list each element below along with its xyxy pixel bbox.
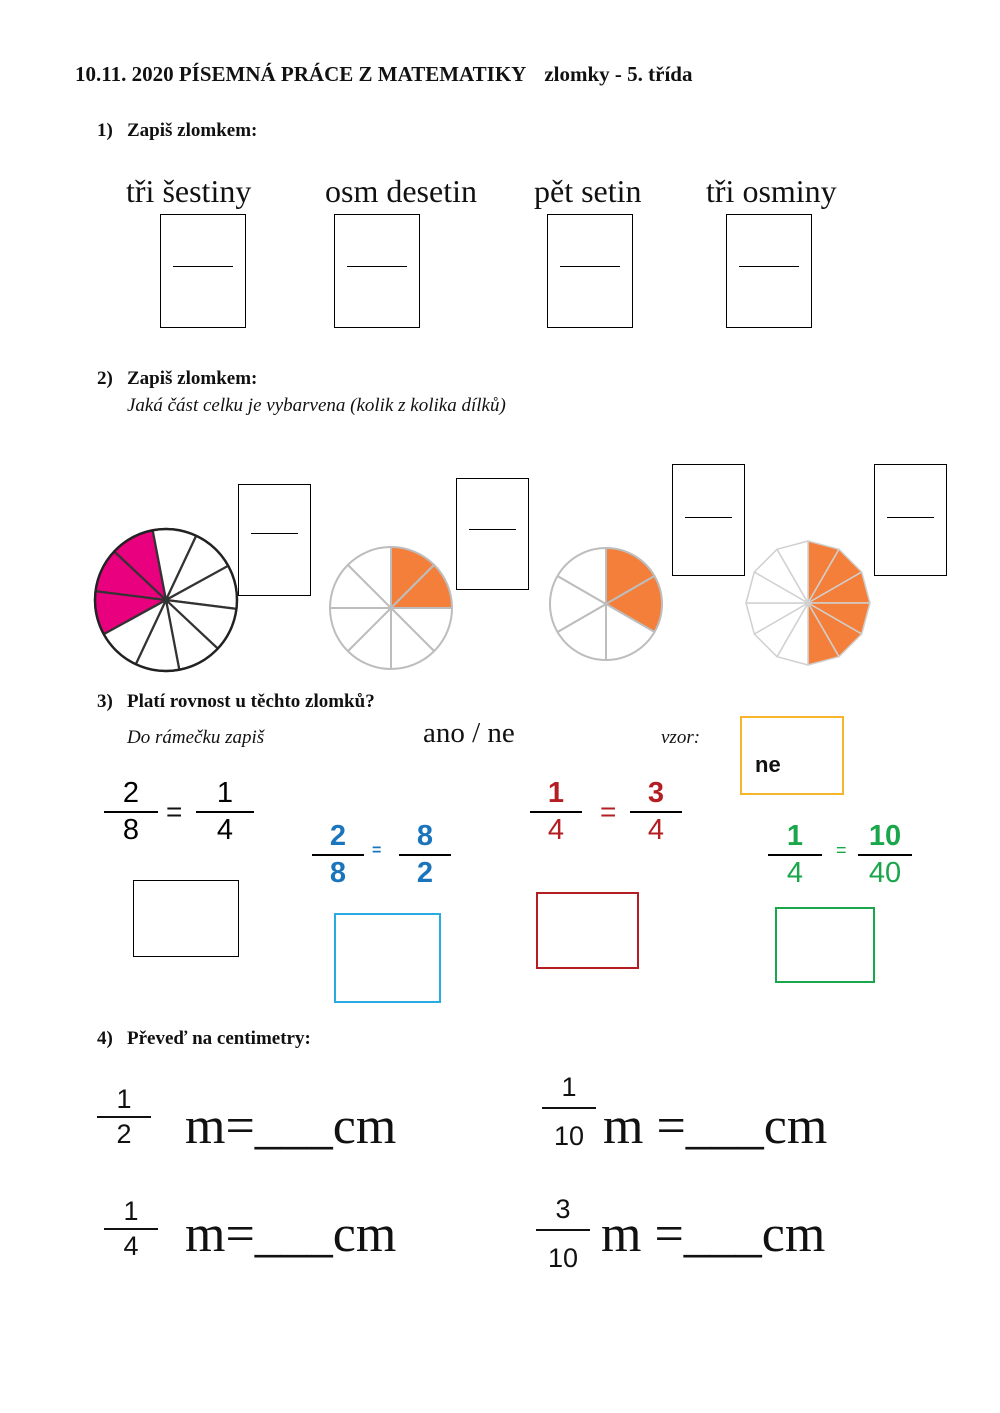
eq4-left-numerator: 1 — [786, 820, 804, 852]
eq2-answer-box[interactable] — [334, 913, 441, 1003]
q2-answer-box-4[interactable] — [874, 464, 947, 576]
q1-word-4: tři osminy — [706, 173, 837, 209]
eq1-equals: = — [166, 796, 183, 827]
eq2-equals: = — [372, 842, 382, 859]
q1-heading-text: Zapiš zlomkem: — [127, 120, 258, 141]
conv2-numerator: 1 — [561, 1072, 577, 1102]
eq3-right-numerator: 3 — [647, 777, 665, 809]
conv1-numerator: 1 — [116, 1084, 132, 1114]
eq3-left-denominator: 4 — [547, 814, 565, 846]
q3-example-answer: ne — [755, 752, 781, 777]
eq4-equals: = — [836, 840, 847, 860]
conv4-fraction — [536, 1196, 590, 1272]
eq2-right-denominator: 2 — [416, 857, 434, 889]
conv1-fraction — [97, 1086, 151, 1148]
eq2-left-numerator: 2 — [329, 820, 347, 852]
conv4-numerator: 3 — [555, 1194, 571, 1224]
pie-chart-1 — [95, 529, 237, 671]
eq2-left-fraction — [312, 822, 364, 888]
eq1-left-numerator: 2 — [122, 777, 140, 809]
q2-number: 2) — [97, 368, 113, 389]
title-main: 10.11. 2020 PÍSEMNÁ PRÁCE Z MATEMATIKY — [75, 62, 527, 86]
q3-number: 3) — [97, 691, 113, 712]
eq3-right-fraction — [630, 779, 682, 845]
eq1-right-numerator: 1 — [216, 777, 234, 809]
eq1-left-denominator: 8 — [122, 814, 140, 846]
q3-heading — [97, 691, 375, 713]
eq2-left-denominator: 8 — [329, 857, 347, 889]
q4-heading — [97, 1028, 311, 1050]
eq4-right-numerator: 10 — [868, 820, 902, 852]
eq4-right-denominator: 40 — [868, 857, 902, 889]
eq3-equals: = — [600, 796, 617, 827]
pie-chart-3 — [550, 548, 662, 660]
q1-number: 1) — [97, 120, 113, 141]
q2-answer-box-1[interactable] — [238, 484, 311, 596]
eq1-right-fraction — [196, 779, 254, 845]
conv3-text[interactable]: m=___cm — [185, 1206, 397, 1263]
q3-example-box — [740, 716, 844, 795]
conv2-fraction — [542, 1074, 596, 1150]
conv3-denominator: 4 — [123, 1231, 139, 1261]
eq1-left-fraction — [104, 779, 158, 845]
eq1-answer-box[interactable] — [133, 880, 239, 957]
q3-options: ano / ne — [423, 717, 515, 749]
conv4-text[interactable]: m =___cm — [601, 1206, 826, 1263]
q3-example-label: vzor: — [661, 727, 701, 748]
conv2-text[interactable]: m =___cm — [603, 1098, 828, 1155]
conv4-denominator: 10 — [547, 1243, 579, 1273]
q2-answer-box-2[interactable] — [456, 478, 529, 590]
conv2-denominator: 10 — [553, 1121, 585, 1151]
q1-word-2: osm desetin — [325, 173, 477, 209]
q2-circles — [0, 0, 1000, 700]
q3-instruction: Do rámečku zapiš — [127, 727, 265, 748]
eq4-answer-box[interactable] — [775, 907, 875, 983]
q4-number: 4) — [97, 1028, 113, 1049]
eq4-left-denominator: 4 — [786, 857, 804, 889]
q4-heading-text: Převeď na centimetry: — [127, 1028, 311, 1049]
conv3-fraction — [104, 1198, 158, 1260]
q1-word-3: pět setin — [534, 173, 642, 209]
pie-chart-2 — [330, 547, 452, 669]
eq3-left-numerator: 1 — [547, 777, 565, 809]
conv3-numerator: 1 — [123, 1196, 139, 1226]
q2-answer-box-3[interactable] — [672, 464, 745, 576]
q2-heading-text: Zapiš zlomkem: — [127, 368, 258, 389]
eq2-right-fraction — [399, 822, 451, 888]
conv1-denominator: 2 — [116, 1119, 132, 1149]
q2-instruction: Jaká část celku je vybarvena (kolik z kolika dílků) — [127, 395, 506, 416]
conv1-text[interactable]: m=___cm — [185, 1098, 397, 1155]
q3-heading-text: Platí rovnost u těchto zlomků? — [127, 691, 375, 712]
eq1-right-denominator: 4 — [216, 814, 234, 846]
pie-chart-4 — [746, 541, 870, 665]
eq3-left-fraction — [530, 779, 582, 845]
eq4-left-fraction — [768, 822, 822, 888]
eq2-right-numerator: 8 — [416, 820, 434, 852]
q1-word-1: tři šestiny — [126, 173, 252, 209]
title-subtitle: zlomky - 5. třída — [544, 62, 693, 86]
eq3-answer-box[interactable] — [536, 892, 639, 969]
eq4-right-fraction — [858, 822, 912, 888]
eq3-right-denominator: 4 — [647, 814, 665, 846]
